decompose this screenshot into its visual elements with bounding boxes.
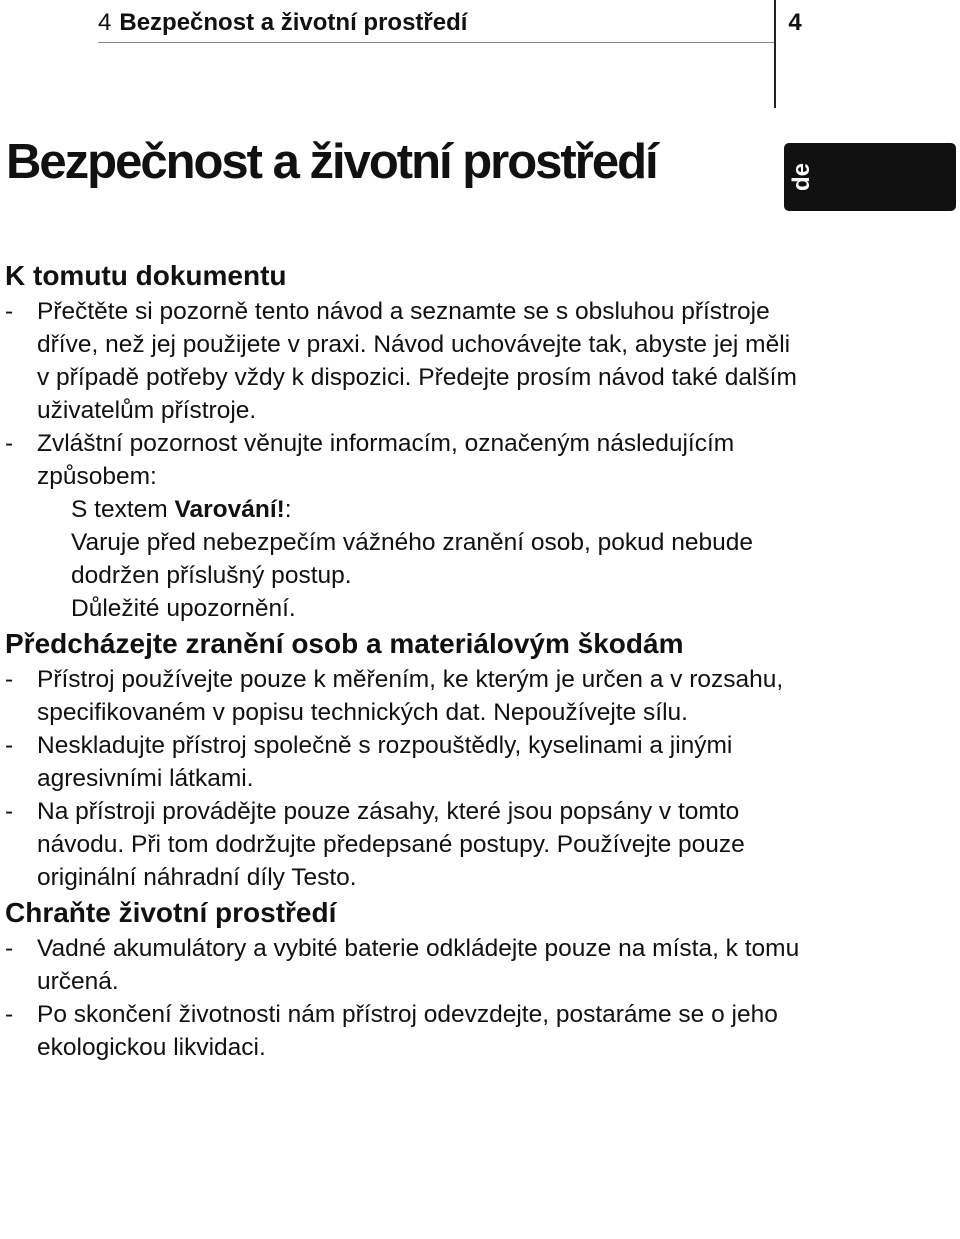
list-item-text: Přečtěte si pozorně tento návod a seznamte se s obsluhou přístroje dříve, než jej použijete v praxi. Návod uchovávejte tak, abyste jej měli v případě potřeby vždy k dispozici. Předejte prosím návod také dalším uživatelům přístroje. <box>37 298 797 424</box>
section-heading-safety: Předcházejte zranění osob a materiálovým škodám <box>5 628 684 659</box>
list-item-text: Zvláštní pozornost věnujte informacím, označeným následujícím způsobem: <box>37 430 735 490</box>
bullet-dash: - <box>5 298 14 325</box>
page-title: Bezpečnost a životní prostředí <box>6 135 657 189</box>
language-tab-label: de <box>788 163 815 192</box>
bullet-dash: - <box>5 430 14 457</box>
list-item-text: Po skončení životnosti nám přístroj odevzdejte, postaráme se o jeho ekologickou likvidaci. <box>37 1001 778 1061</box>
list-item-text: Neskladujte přístroj společně s rozpouštědly, kyselinami a jinými agresivními látkami. <box>37 732 733 792</box>
warning-text: Varuje před nebezpečím vážného zranění osob, pokud nebude dodržen příslušný postup. <box>71 529 753 589</box>
list-item <box>5 295 805 427</box>
warning-prefix: S textem <box>71 496 175 523</box>
document-body <box>5 257 805 1064</box>
warning-intro <box>5 493 805 526</box>
chapter-number: 4 <box>98 9 112 36</box>
header-rule <box>98 42 774 43</box>
bullet-dash: - <box>5 666 14 693</box>
list-item-text: Na přístroji provádějte pouze zásahy, které jsou popsány v tomto návodu. Při tom dodržujte předepsané postupy. Používejte pouze originální náhradní díly Testo. <box>37 798 745 891</box>
bullet-dash: - <box>5 732 14 759</box>
warning-suffix: : <box>284 496 292 523</box>
bullet-dash: - <box>5 1001 14 1028</box>
language-tab <box>784 143 956 211</box>
list-item <box>5 663 805 729</box>
chapter-title: Bezpečnost a životní prostředí <box>119 9 468 36</box>
list-item <box>5 427 805 493</box>
list-item <box>5 998 805 1064</box>
bullet-dash: - <box>5 935 14 962</box>
list-item <box>5 932 805 998</box>
list-item-text: Vadné akumulátory a vybité baterie odkládejte pouze na místa, k tomu určená. <box>37 935 800 995</box>
running-header <box>98 6 467 40</box>
warning-label: Varování! <box>174 496 285 523</box>
section-heading-environment: Chraňte životní prostředí <box>5 897 337 928</box>
page-number: 4 <box>788 9 802 36</box>
list-item <box>5 729 805 795</box>
bullet-dash: - <box>5 798 14 825</box>
section-heading-document: K tomutu dokumentu <box>5 260 287 291</box>
header-divider <box>774 0 776 108</box>
list-item <box>5 795 805 894</box>
list-item-text: Přístroj používejte pouze k měřením, ke kterým je určen a v rozsahu, specifikovaném v popisu technických dat. Nepoužívejte sílu. <box>37 666 784 726</box>
important-note: Důležité upozornění. <box>71 595 296 622</box>
